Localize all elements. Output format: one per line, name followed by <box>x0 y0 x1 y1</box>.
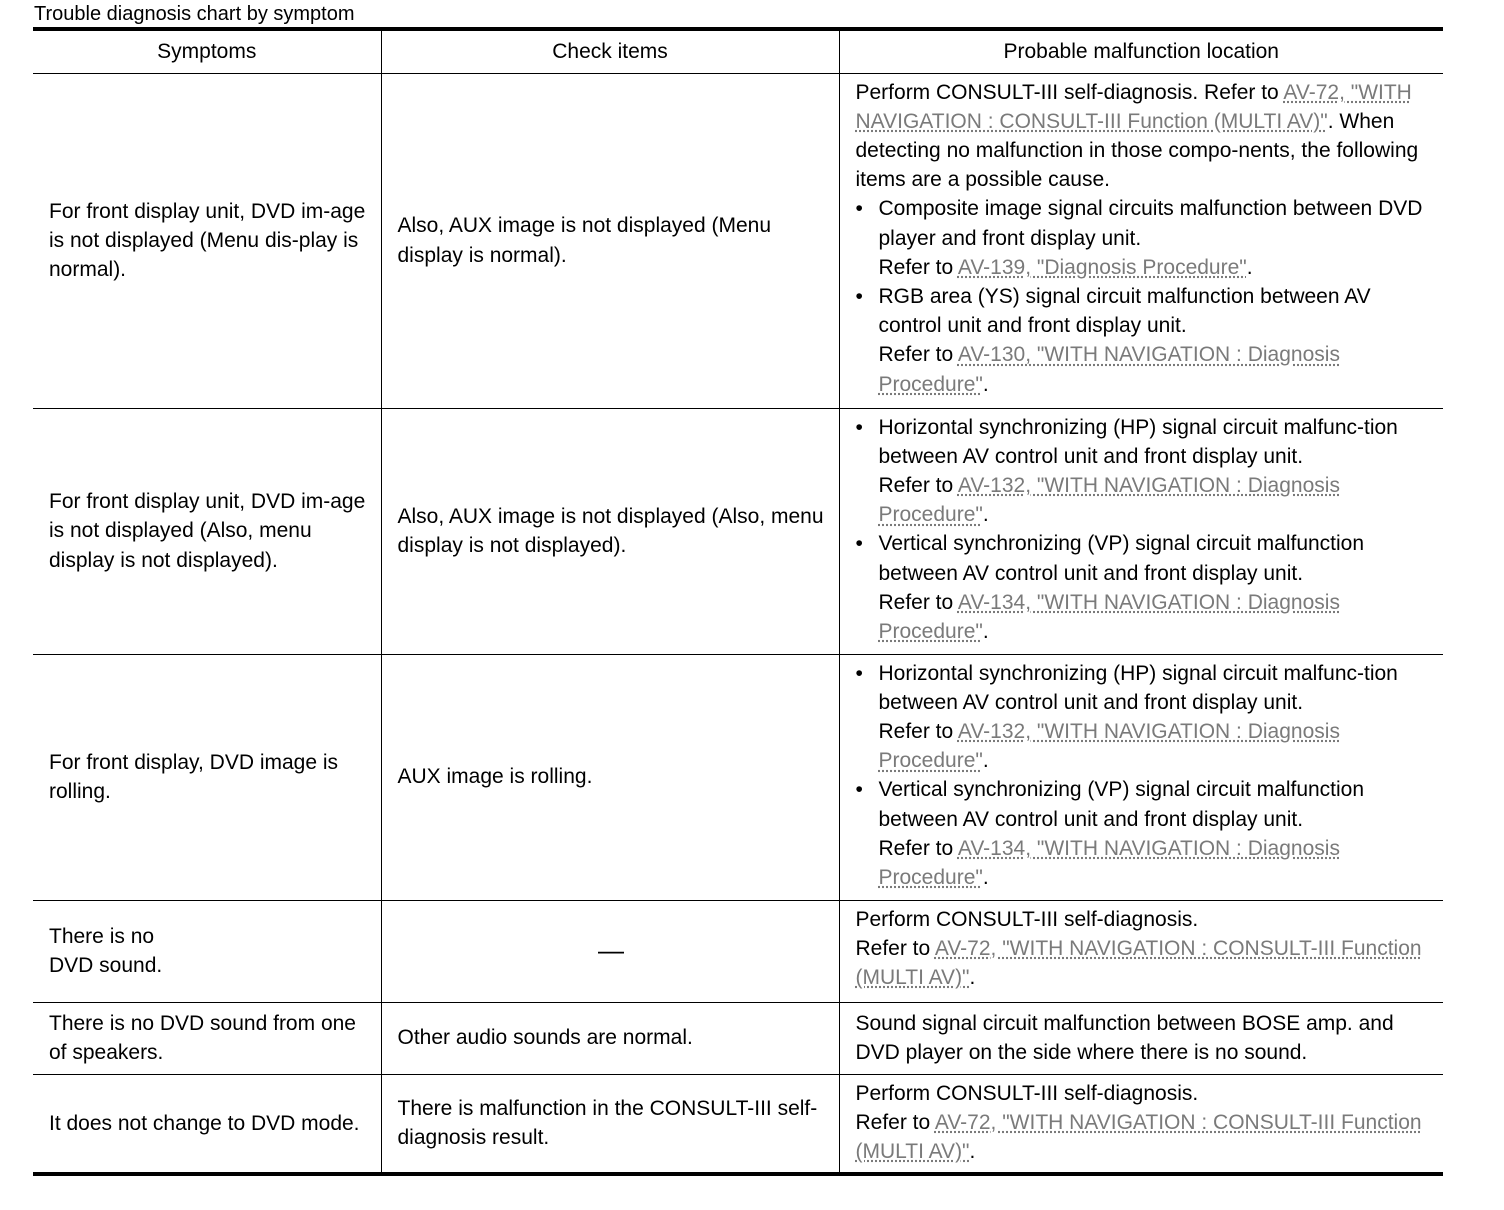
symptom-cell: For front display unit, DVD im-age is not displayed (Also, menu display is not displayed). <box>33 408 381 654</box>
location-line: Perform CONSULT-III self-diagnosis. <box>855 1081 1199 1105</box>
bullet-text: Vertical synchronizing (VP) signal circuit malfunction between AV control unit and front display unit. <box>878 532 1365 585</box>
refer-text: Refer to <box>878 836 958 860</box>
av-139-link[interactable]: AV-139, "Diagnosis Procedure" <box>957 255 1247 279</box>
link-period: . <box>982 749 989 773</box>
symptom-cell <box>33 900 381 1002</box>
av-132-link[interactable]: AV-132, "WITH NAVIGATION : Diagnosis Procedure" <box>878 473 1340 527</box>
av-130-link[interactable]: AV-130, "WITH NAVIGATION : Diagnosis Procedure" <box>878 343 1340 396</box>
bullet-text: Vertical synchronizing (VP) signal circuit malfunction between AV control unit and front display unit. <box>878 778 1365 831</box>
av-72-link[interactable]: AV-72, "WITH NAVIGATION : CONSULT-III Function (MULTI AV)" <box>855 1110 1422 1163</box>
av-134-link[interactable]: AV-134, "WITH NAVIGATION : Diagnosis Procedure" <box>878 590 1340 643</box>
bullet-item <box>856 775 1430 892</box>
header-check-items: Check items <box>381 29 839 73</box>
location-line: Perform CONSULT-III self-diagnosis. <box>855 907 1199 931</box>
refer-text: Refer to <box>878 343 958 367</box>
intro-tail: . When detecting no malfunction in those compo-nents, the following items are a possible cause. <box>855 109 1419 192</box>
link-period: . <box>982 619 989 643</box>
location-cell <box>839 1074 1443 1174</box>
table-row <box>33 73 1443 408</box>
symptom-cell: For front display, DVD image is rolling. <box>33 654 381 900</box>
bullet-item <box>856 529 1430 646</box>
check-item-cell: Also, AUX image is not displayed (Menu display is normal). <box>381 73 839 408</box>
location-cell <box>839 73 1443 408</box>
link-period: . <box>982 503 989 527</box>
location-cell <box>839 654 1443 900</box>
check-item-cell: — <box>381 900 839 1002</box>
location-refer <box>856 1108 1430 1166</box>
table-row <box>33 1002 1443 1074</box>
table-row <box>33 408 1443 654</box>
link-period: . <box>969 965 976 989</box>
symptom-line: There is no <box>49 924 155 948</box>
bullet-item <box>856 659 1430 776</box>
location-cell <box>839 408 1443 654</box>
check-item-cell: AUX image is rolling. <box>381 654 839 900</box>
intro-text: Perform CONSULT-III self-diagnosis. Refer to <box>855 80 1284 104</box>
bullet-text: Composite image signal circuits malfunction between DVD player and front display unit. <box>878 197 1423 250</box>
link-period: . <box>982 372 989 396</box>
check-item-cell: Also, AUX image is not displayed (Also, menu display is not displayed). <box>381 408 839 654</box>
location-intro <box>856 78 1430 195</box>
table-row <box>33 654 1443 900</box>
av-134-link[interactable]: AV-134, "WITH NAVIGATION : Diagnosis Procedure" <box>878 836 1340 889</box>
check-item-cell: There is malfunction in the CONSULT-III self-diagnosis result. <box>381 1074 839 1174</box>
bullet-text: RGB area (YS) signal circuit malfunction between AV control unit and front display unit. <box>878 284 1371 338</box>
bullet-item <box>856 413 1430 530</box>
av-72-link[interactable]: AV-72, "WITH NAVIGATION : CONSULT-III Function (MULTI AV)" <box>855 80 1412 133</box>
table-row <box>33 1074 1443 1174</box>
location-refer <box>856 934 1430 992</box>
av-132-link[interactable]: AV-132, "WITH NAVIGATION : Diagnosis Procedure" <box>878 719 1340 773</box>
location-cell <box>839 900 1443 1002</box>
location-cell: Sound signal circuit malfunction between BOSE amp. and DVD player on the side where there is no sound. <box>839 1002 1443 1074</box>
check-item-cell: Other audio sounds are normal. <box>381 1002 839 1074</box>
refer-text: Refer to <box>855 1110 935 1134</box>
symptom-cell: It does not change to DVD mode. <box>33 1074 381 1174</box>
link-period: . <box>969 1139 976 1163</box>
symptom-cell: There is no DVD sound from one of speakers. <box>33 1002 381 1074</box>
symptom-line: DVD sound. <box>49 954 163 977</box>
refer-text: Refer to <box>878 719 958 743</box>
bullet-text: Horizontal synchronizing (HP) signal circuit malfunc-tion between AV control unit and front display unit. <box>878 661 1398 714</box>
av-72-link[interactable]: AV-72, "WITH NAVIGATION : CONSULT-III Function (MULTI AV)" <box>855 936 1422 989</box>
symptom-cell: For front display unit, DVD im-age is not displayed (Menu dis-play is normal). <box>33 73 381 408</box>
header-symptoms: Symptoms <box>33 29 381 73</box>
bullet-item <box>856 282 1430 399</box>
link-period: . <box>982 865 989 889</box>
bullet-text: Horizontal synchronizing (HP) signal circuit malfunc-tion between AV control unit and front display unit. <box>878 415 1398 468</box>
bullet-item <box>856 194 1430 282</box>
refer-text: Refer to <box>878 473 958 497</box>
refer-text: Refer to <box>855 936 935 960</box>
chart-caption: Trouble diagnosis chart by symptom <box>34 3 355 25</box>
trouble-diagnosis-table <box>33 27 1443 1176</box>
table-row <box>33 900 1443 1002</box>
table-header-row <box>33 29 1443 73</box>
refer-text: Refer to <box>878 255 958 279</box>
refer-text: Refer to <box>878 590 958 614</box>
header-probable-location: Probable malfunction location <box>839 29 1443 73</box>
link-period: . <box>1246 255 1253 279</box>
